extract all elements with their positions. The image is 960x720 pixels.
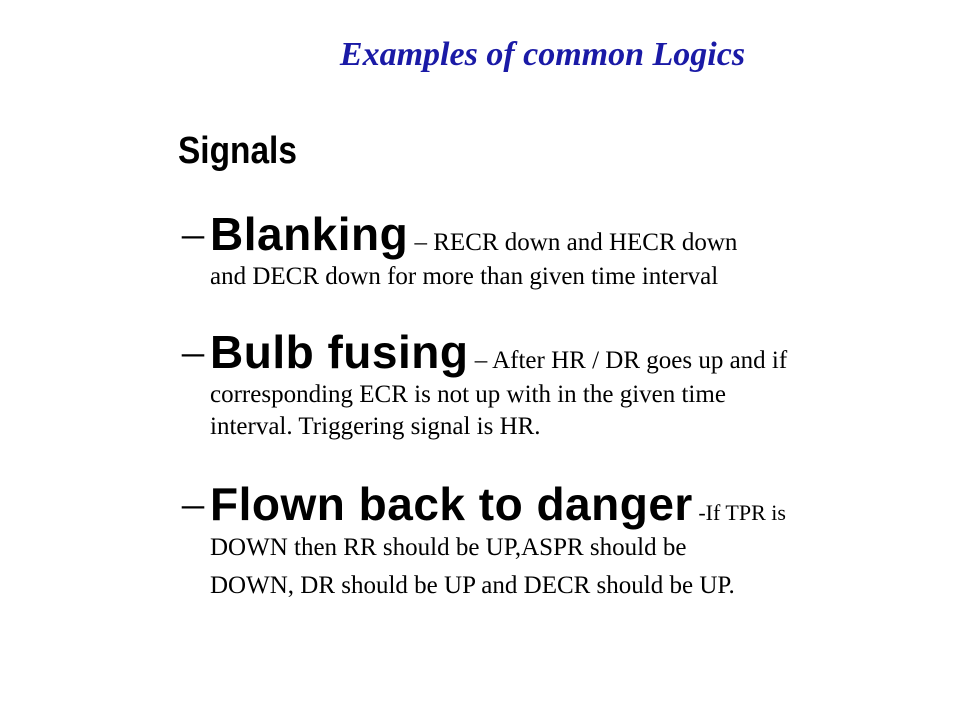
list-item-blanking (182, 206, 872, 294)
slide-title: Examples of common Logics (339, 36, 746, 73)
item-content (210, 206, 872, 294)
item-term: Flown back to danger (210, 478, 693, 530)
bullet-dash: – (182, 209, 204, 258)
item-first-line (210, 206, 872, 262)
item-first-line (210, 324, 872, 380)
item-term: Bulb fusing (210, 326, 469, 378)
item-desc-line: DOWN, DR should be UP and DECR should be UP. (210, 572, 735, 599)
item-first-line (210, 476, 872, 532)
item-content (210, 324, 872, 444)
item-term: Blanking (210, 208, 409, 260)
item-first-desc: -If TPR is (692, 500, 786, 525)
item-content (210, 476, 872, 608)
item-desc-line: and DECR down for more than given time interval (210, 263, 719, 290)
section-heading: Signals (178, 130, 297, 172)
item-desc-line: DOWN then RR should be UP,ASPR should be (210, 534, 687, 561)
item-desc-line: interval. Triggering signal is HR. (210, 413, 541, 440)
item-desc-line: corresponding ECR is not up with in the given time (210, 381, 726, 408)
bullet-dash: – (182, 327, 204, 376)
item-first-desc: – RECR down and HECR down (408, 229, 738, 256)
bullet-dash: – (182, 479, 204, 528)
list-item-flown-back-to-danger (182, 476, 872, 608)
list-item-bulb-fusing (182, 324, 872, 444)
item-first-desc: – After HR / DR goes up and if (468, 347, 788, 374)
